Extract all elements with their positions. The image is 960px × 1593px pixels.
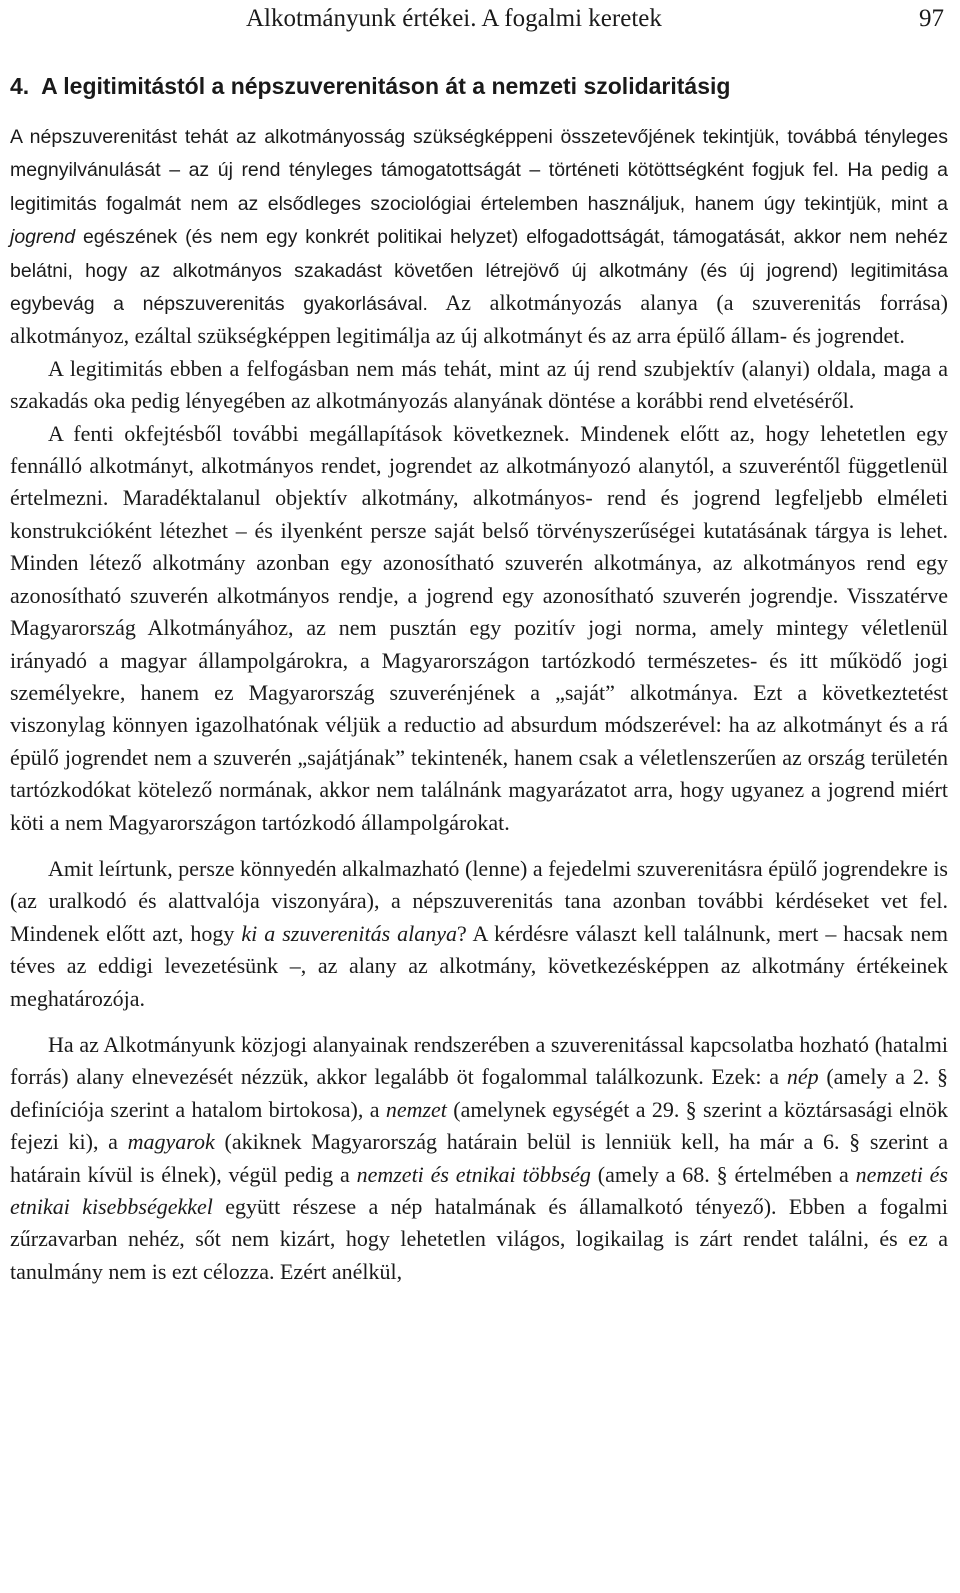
text-run: Ha az Alkotmányunk közjogi alanyainak rendszerében a szuverenitással kapcsolatba hozható (hatalmi forrás) alany elnevezését nézzük, akkor legalább öt fogalommal találkozunk. Ezek: a (10, 1031, 948, 1090)
text-run: nép (786, 1064, 819, 1090)
text-run: magyarok (127, 1129, 215, 1155)
running-head (10, 0, 948, 44)
paragraph-5 (10, 1029, 948, 1288)
text-run: Az alkotmányozás alanya (a szuverenitás forrása) alkotmányoz, ezáltal szükségképpen legitimálja az új alkotmányt és az arra épülő állam- és jogrendet. (10, 290, 948, 349)
section-heading (10, 72, 948, 100)
text-run: (amely a 2. § definíciója szerint a hatalom birtokosa), a (10, 1064, 948, 1122)
text-run: „sajátjának” (297, 744, 406, 770)
text-run: „saját” (555, 679, 615, 705)
text-run: ki a szuverenitás alanya (241, 920, 457, 946)
body-text (10, 120, 948, 1288)
text-run: A népszuverenitást tehát az alkotmányosság szükségképpeni összetevőjének tekintjük, továbbá tényleges megnyilvánulását – az új rend tényleges támogatottságát – történeti kötöttségként fogjuk fel. Ha pedig a legitimitás fogalmát nem az elsődleges szociológiai értelemben használjuk, hanem úgy tekintjük, mint a (10, 126, 948, 215)
text-run: nemzeti és etnikai többség (356, 1161, 591, 1187)
text-run: alkotmánya. Ezt a következtetést viszonylag könnyen igazolhatónak véljük a reductio ad absurdum módszerével: ha az alkotmányt és a rá épülő jogrendet nem a szuverén (10, 679, 949, 770)
text-run: A legitimitás ebben a felfogásban nem más tehát, mint az új rend szubjektív (alanyi) oldala, maga a szakadás oka pedig lényegében az alkotmányozás alanyának döntése a korábbi rend elvetéséről. (10, 355, 948, 414)
page-number: 97 (919, 5, 944, 32)
text-run: ? A kérdésre választ kell találnunk, mert – hacsak nem téves az eddigi levezetésünk –, az alany az alkotmány, következésképpen az alkotmány értékeinek meghatározója. (10, 920, 949, 1011)
text-run: nemzeti és etnikai kisebbségekkel (10, 1161, 948, 1219)
paragraph-1 (10, 120, 948, 353)
text-run: tekintenék, hanem csak a véletlenszerűen az ország területén tartózkodókat kötelező normának, akkor nem találnánk magyarázatot arra, hogy ugyanez a jogrend miért köti a nem Magyarországon tartózkodó állampolgárokat. (10, 744, 949, 835)
text-run: együtt részese a nép hatalmának és államalkotó tényező). Ebben a fogalmi zűrzavarban nehéz, sőt nem kizárt, hogy lehetetlen világos, logikailag is zárt rendet találni, és ez a tanulmány nem is ezt célozza. Ezért anélkül, (10, 1194, 948, 1284)
text-run: jogrend (10, 226, 76, 249)
text-run: A fenti okfejtésből további megállapítások következnek. Mindenek előtt az, hogy lehetetlen egy fennálló alkotmányt, alkotmányos rendet, jogrendet az alkotmányozó alanytól, a szuveréntől függetlenül értelmezni. Maradéktalanul objektív alkotmány, alkotmányos- rend és jogrend legfeljebb elméleti konstrukcióként létezhet – és ilyenként persze saját belső törvényszerűségei kutatásának tárgya is lehet. Minden létező alkotmány azonban egy azonosítható szuverén alkotmánya, az alkotmányos rend egy azonosítható szuverén alkotmányos rendje, a jogrend egy azonosítható szuverén jogrendje. Visszatérve Magyarország Alkotmányához, az nem pusztán egy pozitív jogi norma, amely mintegy véletlenül irányadó a magyar állampolgárokra, a Magyarországon tartózkodó természetes- és itt működő jogi személyekre, hanem ez Magyarország szuverénjének a (10, 420, 948, 705)
text-run: (amelynek egységét a 29. § szerint a köztársasági elnök fejezi ki), a (10, 1096, 948, 1155)
paragraph-4 (10, 853, 948, 1015)
text-run: Amit leírtunk, persze könnyedén alkalmazható (lenne) a fejedelmi szuverenitásra épülő jogrendekre is (az uralkodó és alattvalója viszonyára), a népszuverenitás tana azonban további kérdéseket vet fel. Mindenek előtt azt, hogy (10, 855, 948, 946)
section-number: 4. (10, 73, 30, 99)
text-run: nemzet (385, 1096, 447, 1122)
paragraph-3 (10, 418, 948, 839)
section-title: A legitimitástól a népszuverenitáson át a nemzeti szolidaritásig (41, 73, 731, 99)
text-run: (akiknek Magyarország határain belül is lenniük kell, ha már a 6. § szerint a határain kívül is élnek), végül pedig a (10, 1129, 948, 1187)
text-run: (amely a 68. § értelmében a (590, 1161, 856, 1187)
text-run: egészének (és nem egy konkrét politikai helyzet) elfogadottságát, támogatását, akkor nem nehéz belátni, hogy az alkotmányos szakadást követően létrejövő új alkotmány (és új jogrend) legitimitása egybevág a népszuverenitás gyakorlásával. (10, 226, 948, 316)
paragraph-2 (10, 353, 948, 418)
running-head-title: Alkotmányunk értékei. A fogalmi keretek (246, 5, 662, 32)
